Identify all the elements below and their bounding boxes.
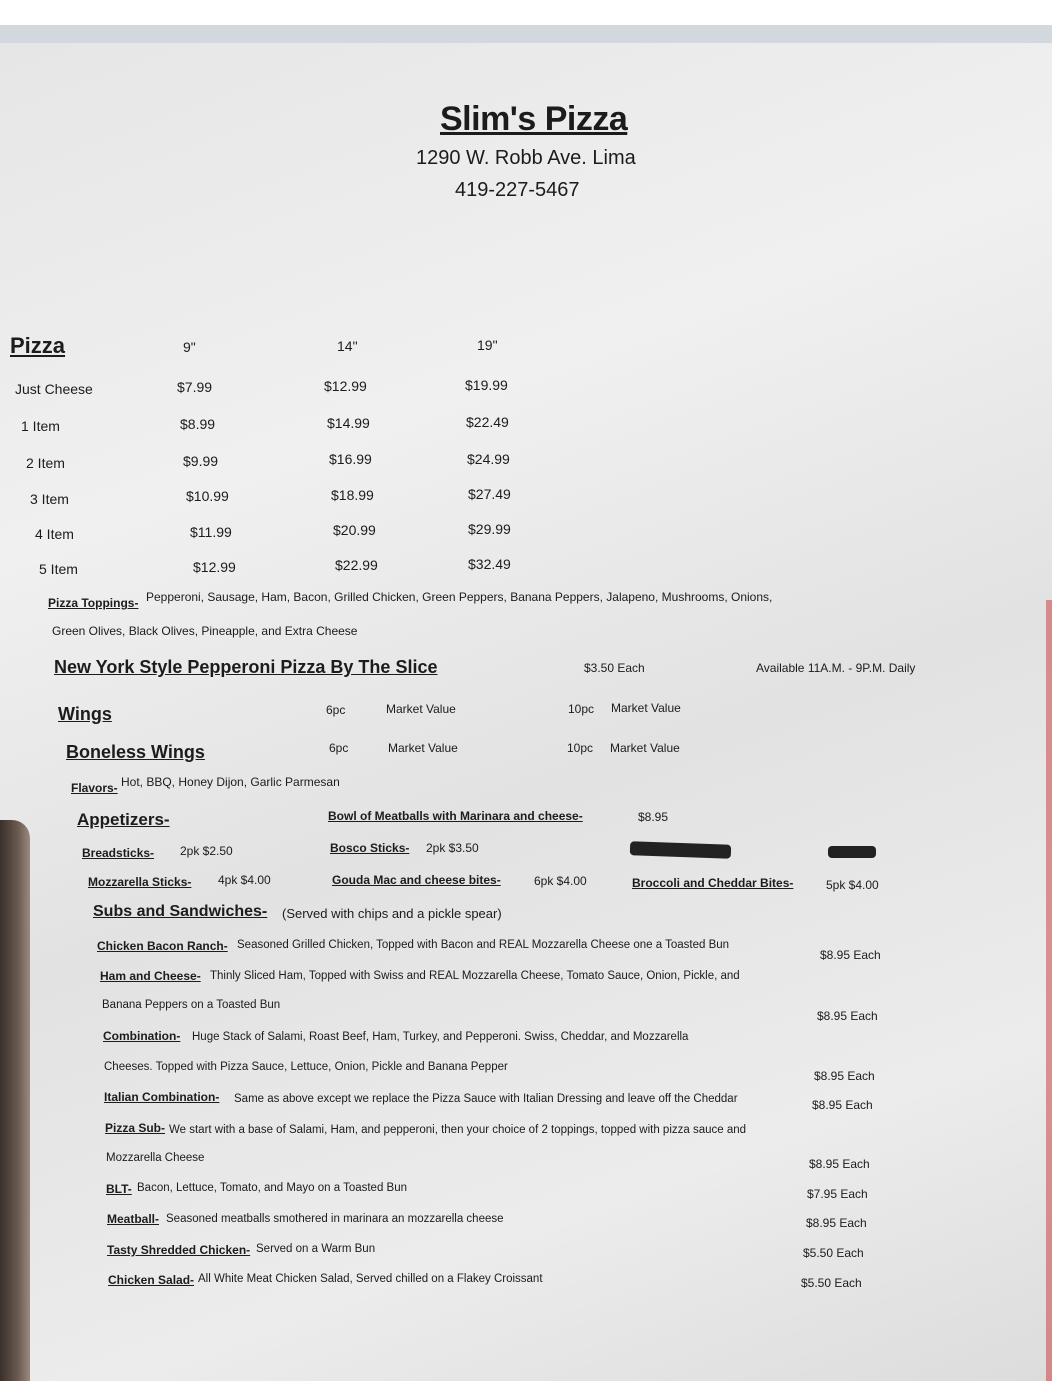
sub-name: Chicken Salad- — [108, 1273, 195, 1287]
pizza-price: $29.99 — [468, 521, 511, 537]
boneless-value-1: Market Value — [388, 741, 458, 755]
sub-name: Italian Combination- — [104, 1090, 220, 1104]
slice-title: New York Style Pepperoni Pizza By The Slice — [54, 657, 438, 677]
wings-value-2: Market Value — [611, 701, 681, 715]
sub-price: $5.50 Each — [803, 1246, 864, 1260]
subs-title: Subs and Sandwiches- — [93, 903, 268, 920]
mozzarella-price: 4pk $4.00 — [218, 873, 271, 887]
sub-name: Ham and Cheese- — [100, 969, 201, 983]
appetizers-title: Appetizers- — [77, 810, 170, 829]
mozzarella-label: Mozzarella Sticks- — [88, 875, 192, 889]
sub-desc: Served on a Warm Bun — [256, 1243, 376, 1255]
meatballs-label: Bowl of Meatballs with Marinara and cheese- — [328, 809, 583, 823]
flavors-list: Hot, BBQ, Honey Dijon, Garlic Parmesan — [121, 775, 340, 789]
pizza-price: $22.49 — [466, 414, 509, 430]
pizza-price: $19.99 — [465, 377, 508, 393]
sub-price: $8.95 Each — [812, 1098, 873, 1112]
toppings-line-2: Green Olives, Black Olives, Pineapple, and Extra Cheese — [52, 624, 358, 638]
sub-desc: Thinly Sliced Ham, Topped with Swiss and REAL Mozzarella Cheese, Tomato Sauce, Onion, Pickle, and — [210, 970, 740, 982]
pizza-row-label: 1 Item — [21, 418, 60, 434]
pizza-row-label: Just Cheese — [15, 381, 93, 397]
boneless-title: Boneless Wings — [66, 742, 205, 762]
broccoli-label: Broccoli and Cheddar Bites- — [632, 876, 794, 890]
wings-qty-2: 10pc — [568, 702, 595, 716]
pizza-row-label: 3 Item — [30, 491, 69, 507]
sub-name: Pizza Sub- — [105, 1121, 166, 1135]
meatballs-price: $8.95 — [638, 810, 669, 824]
pizza-price: $10.99 — [186, 488, 229, 504]
pizza-price: $8.99 — [180, 416, 216, 432]
pizza-price: $18.99 — [331, 487, 374, 503]
background-edge — [1046, 600, 1052, 1381]
sub-price: $8.95 Each — [809, 1157, 870, 1171]
wings-qty-1: 6pc — [326, 703, 346, 717]
broccoli-price: 5pk $4.00 — [826, 878, 879, 892]
boneless-qty-2: 10pc — [567, 741, 594, 755]
pizza-price: $27.49 — [468, 486, 511, 502]
pizza-price: $7.99 — [177, 379, 213, 395]
sub-desc: Bacon, Lettuce, Tomato, and Mayo on a Toasted Bun — [137, 1182, 408, 1194]
hand-holding-paper — [0, 820, 30, 1381]
pizza-price: $22.99 — [335, 557, 378, 573]
pizza-price: $24.99 — [467, 451, 510, 467]
restaurant-address: 1290 W. Robb Ave. Lima — [416, 147, 636, 169]
gouda-price: 6pk $4.00 — [534, 874, 587, 888]
pizza-price: $16.99 — [329, 451, 372, 467]
jalapeno-price-scribbled: 6pk $4.00 — [828, 846, 877, 858]
pizza-price: $32.49 — [468, 556, 511, 572]
sub-price: $5.50 Each — [801, 1276, 862, 1290]
restaurant-phone: 419-227-5467 — [455, 179, 580, 201]
jalapeno-label-scribbled: Jalapeno Poppers- — [629, 841, 731, 859]
wings-value-1: Market Value — [386, 702, 456, 716]
gouda-label: Gouda Mac and cheese bites- — [332, 873, 501, 887]
boneless-qty-1: 6pc — [329, 741, 349, 755]
sub-desc: All White Meat Chicken Salad, Served chilled on a Flakey Croissant — [198, 1273, 543, 1285]
sub-price: $8.95 Each — [814, 1069, 875, 1083]
menu-paper — [0, 43, 1052, 1381]
sub-name: Combination- — [103, 1029, 181, 1043]
pizza-heading: Pizza — [10, 333, 66, 358]
slice-price: $3.50 Each — [584, 661, 645, 675]
pizza-price: $14.99 — [327, 415, 370, 431]
sub-name: BLT- — [106, 1182, 132, 1196]
sub-desc: Seasoned Grilled Chicken, Topped with Bacon and REAL Mozzarella Cheese one a Toasted Bun — [237, 939, 730, 951]
pizza-price: $12.99 — [193, 559, 236, 575]
sub-price: $8.95 Each — [806, 1216, 867, 1230]
pizza-row-label: 4 Item — [35, 526, 74, 542]
pizza-price: $20.99 — [333, 522, 376, 538]
flavors-label: Flavors- — [71, 781, 118, 795]
sub-desc: Same as above except we replace the Pizza Sauce with Italian Dressing and leave off the Cheddar — [234, 1093, 738, 1105]
pizza-row-label: 2 Item — [26, 455, 65, 471]
bosco-label: Bosco Sticks- — [330, 841, 410, 855]
pizza-price: $11.99 — [190, 524, 232, 540]
sub-name: Chicken Bacon Ranch- — [97, 939, 228, 953]
pizza-price: $9.99 — [183, 453, 219, 469]
sub-price: $8.95 Each — [817, 1009, 878, 1023]
breadsticks-label: Breadsticks- — [82, 846, 155, 860]
size-14: 14" — [337, 338, 358, 354]
toppings-line-1: Pepperoni, Sausage, Ham, Bacon, Grilled Chicken, Green Peppers, Banana Peppers, Jalapeno, Mushrooms, Onions, — [146, 590, 773, 604]
boneless-value-2: Market Value — [610, 741, 680, 755]
toppings-label: Pizza Toppings- — [48, 596, 139, 610]
sub-desc: Huge Stack of Salami, Roast Beef, Ham, Turkey, and Pepperoni. Swiss, Cheddar, and Mozzarella — [192, 1031, 689, 1043]
restaurant-name: Slim's Pizza — [440, 100, 628, 138]
slice-availability: Available 11A.M. - 9P.M. Daily — [756, 661, 916, 675]
breadsticks-price: 2pk $2.50 — [180, 844, 233, 858]
sub-desc-2: Mozzarella Cheese — [106, 1152, 205, 1164]
subs-note: (Served with chips and a pickle spear) — [282, 906, 502, 921]
bosco-price: 2pk $3.50 — [426, 841, 479, 855]
wings-title: Wings — [58, 704, 112, 724]
sub-desc-2: Cheeses. Topped with Pizza Sauce, Lettuce, Onion, Pickle and Banana Pepper — [104, 1061, 508, 1073]
pizza-row-label: 5 Item — [39, 561, 78, 577]
sub-price: $8.95 Each — [820, 948, 881, 962]
sub-price: $7.95 Each — [807, 1187, 868, 1201]
sub-name: Meatball- — [107, 1212, 160, 1226]
sub-desc: We start with a base of Salami, Ham, and pepperoni, then your choice of 2 toppings, topped with pizza sauce and — [169, 1124, 747, 1136]
size-19: 19" — [477, 337, 498, 353]
sub-desc: Seasoned meatballs smothered in marinara an mozzarella cheese — [166, 1213, 504, 1225]
pizza-price: $12.99 — [324, 378, 367, 394]
sub-name: Tasty Shredded Chicken- — [107, 1243, 251, 1257]
sub-desc-2: Banana Peppers on a Toasted Bun — [102, 999, 281, 1011]
size-9: 9" — [183, 339, 196, 355]
top-bar — [0, 25, 1052, 43]
